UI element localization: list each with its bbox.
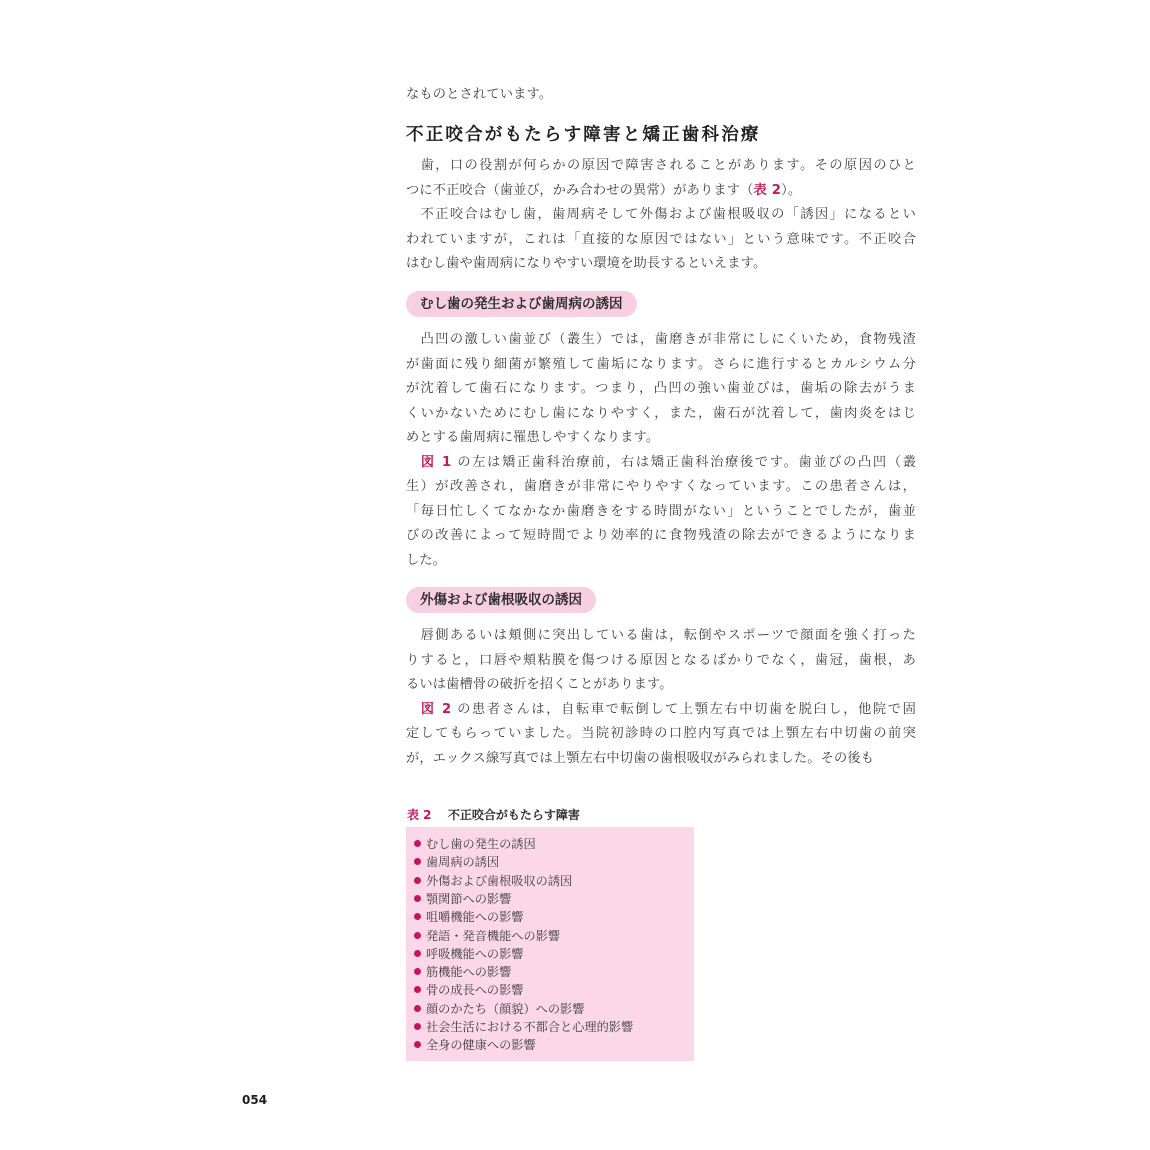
table-list-item	[414, 854, 499, 871]
bullet-icon	[414, 950, 421, 957]
text-segment: が歯面に残り細菌が繁殖して歯垢になります。さらに進行するとカルシウム分	[406, 356, 916, 372]
text-line	[406, 157, 916, 175]
text-line	[406, 380, 916, 398]
text-line	[406, 527, 916, 545]
table-list-item	[414, 928, 560, 945]
bullet-icon	[414, 895, 421, 902]
bullet-icon	[414, 913, 421, 920]
text-line	[406, 552, 446, 570]
bullet-icon	[414, 1023, 421, 1030]
text-line	[406, 405, 916, 423]
section-heading: 不正咬合がもたらす障害と矯正歯科治療	[406, 125, 761, 145]
table-item-label: 骨の成長への影響	[426, 983, 524, 998]
table-list-item	[414, 891, 511, 908]
bullet-icon	[414, 858, 421, 865]
bullet-icon	[414, 986, 421, 993]
figure-reference: 表 2	[753, 182, 782, 198]
bullet-icon	[414, 877, 421, 884]
bullet-icon	[414, 1005, 421, 1012]
figure-reference: 図 1	[420, 454, 452, 470]
table-item-label: 外傷および歯根吸収の誘因	[426, 873, 573, 888]
text-segment: の左は矯正歯科治療前，右は矯正歯科治療後です。歯並びの凸凹（叢	[451, 454, 916, 470]
text-line	[406, 454, 916, 472]
bullet-icon	[414, 932, 421, 939]
text-line	[406, 676, 673, 694]
intro-line: なものとされています。	[406, 87, 553, 102]
subsection-heading-caries: むし歯の発生および歯周病の誘因	[406, 291, 637, 317]
text-line	[406, 750, 874, 768]
table-item-label: 発語・発音機能への影響	[426, 928, 561, 943]
text-segment: 生）が改善され，歯磨きが非常にやりやすくなっています。この患者さんは，	[406, 479, 916, 494]
text-segment: はむし歯や歯周病になりやすい環境を助長するといえます。	[406, 256, 767, 271]
table-title: 不正咬合がもたらす障害	[447, 808, 580, 822]
text-line	[406, 503, 916, 521]
table-item-label: 歯周病の誘因	[426, 855, 500, 870]
text-line	[406, 725, 916, 743]
text-segment: りすると，口唇や頬粘膜を傷つける原因となるばかりでなく，歯冠，歯根，あ	[406, 652, 916, 668]
text-segment: した。	[406, 552, 447, 568]
bullet-icon	[414, 840, 421, 847]
table-item-label: 社会生活における不都合と心理的影響	[426, 1020, 634, 1034]
table-list-item	[414, 982, 524, 999]
table-list-item	[414, 1001, 584, 1018]
text-line	[406, 652, 916, 670]
text-line	[406, 331, 916, 349]
text-segment: 唇側あるいは頬側に突出している歯は，転倒やスポーツで顔面を強く打った	[406, 628, 916, 643]
subsection-heading-trauma: 外傷および歯根吸収の誘因	[406, 587, 596, 613]
bullet-icon	[414, 968, 421, 975]
bullet-icon	[414, 1041, 421, 1048]
table-number: 表 2	[407, 808, 432, 822]
table-item-label: むし歯の発生の誘因	[426, 837, 536, 851]
table-item-label: 筋機能への影響	[426, 965, 512, 980]
table-caption	[407, 806, 580, 823]
table-item-label: 咀嚼機能への影響	[426, 910, 524, 925]
text-segment: ）。	[781, 182, 802, 198]
text-segment: 定してもらっていました。当院初診時の口腔内写真では上顎左右中切歯の前突	[406, 726, 916, 741]
text-line	[406, 701, 916, 719]
table-item-label: 呼吸機能への影響	[426, 946, 524, 961]
table-list-item	[414, 1019, 633, 1036]
text-line	[406, 231, 916, 249]
text-line	[406, 356, 916, 374]
table-item-label: 顔のかたち（顔貌）への影響	[426, 1001, 585, 1016]
text-segment: びの改善によって短時間でより効率的に食物残渣の除去ができるようになりま	[406, 528, 916, 543]
table-item-label: 全身の健康への影響	[426, 1038, 536, 1053]
text-segment	[406, 702, 421, 717]
table-list-item	[414, 909, 524, 926]
text-segment: の患者さんは，自転車で転倒して上顎左右中切歯を脱臼し，他院で固	[451, 701, 917, 717]
text-segment: くいかないためにむし歯になりやすく，また，歯石が沈着して，歯肉炎をはじ	[406, 405, 916, 421]
text-line	[406, 627, 916, 645]
text-segment: が，エックス線写真では上顎左右中切歯の歯根吸収がみられました。その後も	[406, 750, 875, 766]
text-segment: るいは歯槽骨の破折を招くことがあります。	[406, 677, 673, 692]
table-list-item	[414, 964, 511, 981]
text-segment: 凸凹の激しい歯並び（叢生）では，歯磨きが非常にしにくいため，食物残渣	[406, 332, 916, 347]
text-segment: が沈着して歯石になります。つまり，凸凹の強い歯並びは，歯垢の除去がうま	[406, 381, 916, 396]
table-item-label: 顎関節への影響	[426, 891, 512, 906]
text-segment: つに不正咬合（歯並び，かみ合わせの異常）があります（	[406, 182, 754, 198]
text-line	[406, 182, 801, 200]
table-list-item	[414, 836, 536, 853]
text-segment: われていますが，これは「直接的な原因ではない」という意味です。不正咬合	[406, 231, 916, 247]
table-box	[406, 827, 694, 1061]
text-line	[406, 255, 766, 273]
text-line	[406, 429, 659, 447]
text-segment: 「毎日忙しくてなかなか歯磨きをする時間がない」ということでしたが，歯並	[406, 503, 916, 519]
text-segment: 不正咬合はむし歯，歯周病そして外傷および歯根吸収の「誘因」になるとい	[406, 207, 916, 222]
text-line	[406, 478, 916, 496]
figure-reference: 図 2	[420, 701, 452, 717]
text-segment: めとする歯周病に罹患しやすくなります。	[406, 430, 660, 445]
page-number: 054	[242, 1093, 268, 1107]
text-line	[406, 206, 916, 224]
table-list-item	[414, 1037, 536, 1054]
text-segment: 歯，口の役割が何らかの原因で障害されることがあります。その原因のひと	[406, 158, 916, 173]
table-list-item	[414, 946, 524, 963]
text-segment	[406, 455, 421, 470]
table-list-item	[414, 873, 572, 890]
